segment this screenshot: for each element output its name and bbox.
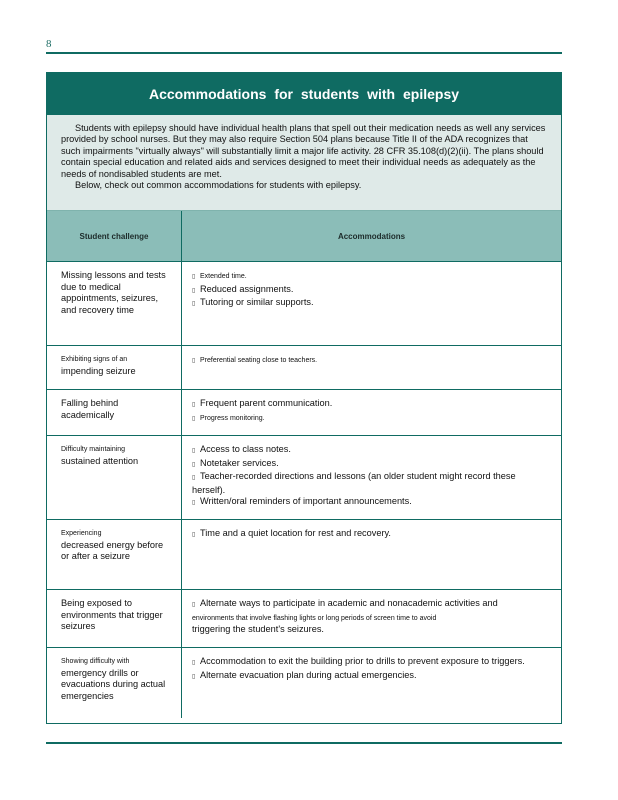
bullet-icon: ▯ — [192, 500, 196, 507]
challenge-text: sustained attention — [61, 455, 139, 466]
accommodation-item — [192, 270, 547, 284]
accommodation-item — [192, 612, 547, 625]
challenge-text: Showing difficulty with — [61, 658, 130, 665]
bullet-icon: ▯ — [192, 532, 196, 538]
bullet-icon: ▯ — [192, 602, 196, 608]
bullet-icon: ▯ — [192, 461, 196, 468]
accommodation-item — [192, 458, 547, 472]
table-header-row — [47, 211, 561, 262]
accommodations-cell — [182, 390, 562, 436]
footer-rule — [46, 742, 562, 744]
accommodation-item — [192, 471, 547, 496]
accommodations-cell — [182, 262, 562, 346]
accommodations-table — [47, 211, 561, 718]
accommodation-item — [192, 598, 547, 612]
accommodation-text: Accommodation to exit the building prior to drills to prevent exposure to triggers. — [200, 656, 525, 666]
challenge-cell — [47, 436, 182, 520]
accommodation-text: Reduced assignments. — [200, 283, 294, 294]
challenge-text: decreased energy before or after a seizure — [61, 539, 164, 562]
accommodation-text: Progress monitoring. — [200, 414, 265, 422]
bullet-icon: ▯ — [192, 673, 196, 680]
accommodations-box — [46, 72, 562, 724]
table-row — [47, 436, 561, 520]
accommodation-item — [192, 528, 547, 542]
challenge-cell — [47, 590, 182, 648]
bullet-icon: ▯ — [192, 475, 196, 482]
table-row — [47, 262, 561, 346]
challenge-cell — [47, 346, 182, 390]
accommodation-text: Time and a quiet location for rest and recovery. — [200, 528, 391, 538]
table-row — [47, 590, 561, 648]
challenge-text: Falling behind academically — [61, 398, 119, 420]
challenge-text: Experiencing — [61, 530, 102, 537]
bullet-icon: ▯ — [192, 301, 196, 308]
accommodation-item — [192, 284, 547, 298]
accommodation-item — [192, 354, 547, 368]
page-number-top: 8 — [46, 38, 52, 50]
accommodation-text: Frequent parent communication. — [200, 398, 333, 408]
accommodation-text: Extended time. — [200, 273, 247, 280]
accommodations-cell — [182, 520, 562, 590]
challenge-cell — [47, 648, 182, 718]
accommodations-cell — [182, 648, 562, 718]
table-row — [47, 648, 561, 718]
challenge-text: Exhibiting signs of an — [61, 356, 128, 363]
bullet-icon: ▯ — [192, 402, 196, 408]
accommodation-item — [192, 412, 547, 426]
accommodation-item — [192, 656, 547, 670]
table-row — [47, 520, 561, 590]
accommodation-item — [192, 496, 547, 510]
table-row — [47, 390, 561, 436]
intro-text — [47, 115, 561, 211]
bullet-icon: ▯ — [192, 287, 196, 294]
challenge-cell — [47, 520, 182, 590]
accommodation-text: environments that involve flashing lights or long periods of screen time to avoid — [192, 614, 437, 622]
bullet-icon: ▯ — [192, 448, 196, 454]
accommodation-text: Access to class notes. — [200, 444, 291, 454]
box-title: Accommodations for students with epilepsy — [47, 73, 561, 115]
bullet-icon: ▯ — [192, 358, 196, 364]
accommodation-item — [192, 444, 547, 458]
accommodation-text: Tutoring or similar supports. — [200, 297, 314, 308]
bullet-icon: ▯ — [192, 660, 196, 666]
accommodations-cell — [182, 590, 562, 648]
challenge-text: Difficulty maintaining — [61, 446, 126, 453]
accommodation-item — [192, 297, 547, 311]
intro-paragraph: Below, check out common accommodations for students with epilepsy. — [75, 180, 362, 191]
challenge-text: emergency drills or evacuations during actual emergencies — [61, 667, 166, 701]
accommodation-item — [192, 624, 547, 636]
challenge-text: Being exposed to environments that trigger seizures — [61, 598, 163, 632]
header-accommodations: Accommodations — [182, 211, 562, 262]
accommodation-text: Alternate ways to participate in academic and nonacademic activities and — [200, 598, 498, 608]
accommodation-text: Teacher-recorded directions and lessons (an older student might record these herself). — [192, 471, 516, 495]
bullet-icon: ▯ — [192, 415, 196, 422]
accommodation-text: Written/oral reminders of important announcements. — [200, 496, 412, 507]
intro-paragraph: Students with epilepsy should have individual health plans that spell out their medication needs as well any services provided by school nurses. But they may also require Section 504 plans because Title II of the ADA recognizes that such impairments "virtually always" will substantially limit a major life activity. 28 CFR 35.108(d)(2)(ii). The plans should contain special education and related aids and services designed to meet their individual needs as adequately as the needs of nondisabled students are met. — [61, 123, 546, 179]
challenge-text: Missing lessons and tests due to medical appointments, seizures, and recovery time — [61, 270, 166, 315]
accommodation-item — [192, 398, 547, 412]
header-student-challenge: Student challenge — [47, 211, 182, 262]
challenge-cell — [47, 390, 182, 436]
accommodation-text: Notetaker services. — [200, 457, 279, 468]
challenge-text: impending seizure — [61, 365, 136, 376]
header-rule — [46, 52, 562, 54]
accommodation-text: triggering the student's seizures. — [192, 624, 324, 635]
bullet-icon: ▯ — [192, 274, 196, 280]
accommodation-item — [192, 670, 547, 684]
accommodations-cell — [182, 346, 562, 390]
challenge-cell — [47, 262, 182, 346]
accommodation-text: Alternate evacuation plan during actual emergencies. — [200, 669, 417, 680]
accommodation-text: Preferential seating close to teachers. — [200, 357, 318, 364]
table-row — [47, 346, 561, 390]
accommodations-cell — [182, 436, 562, 520]
